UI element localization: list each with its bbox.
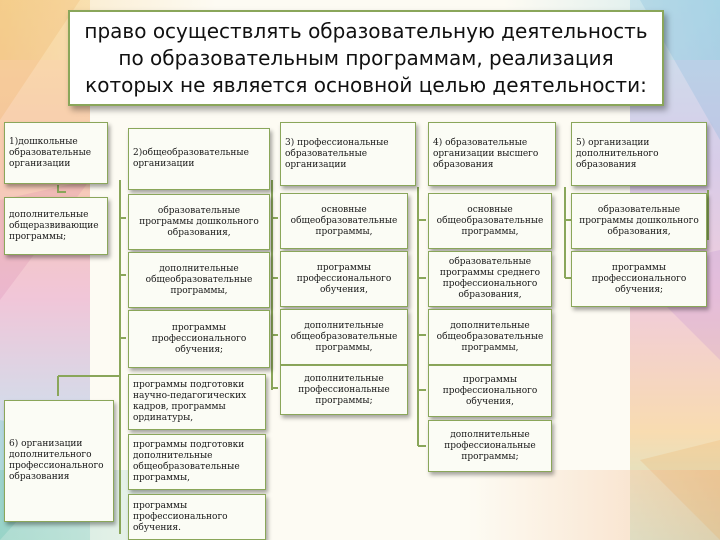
- column-4-program-4: программы профессионального обучения,: [428, 365, 552, 417]
- column-2-program-1: образовательные программы дошкольного образования,: [128, 194, 270, 250]
- column-3-program-1: основные общеобразовательные программы,: [280, 193, 408, 249]
- column-1-program-1: дополнительные общеразвивающие программы;: [4, 197, 108, 255]
- column-6-program-2: программы подготовки дополнительные общеобразовательные программы,: [128, 434, 266, 490]
- column-6-program-3: программы профессионального обучения.: [128, 494, 266, 540]
- column-4-program-5: дополнительные профессиональные программы;: [428, 420, 552, 472]
- column-3-program-2: программы профессионального обучения,: [280, 251, 408, 307]
- column-4-program-1: основные общеобразовательные программы,: [428, 193, 552, 249]
- column-2-program-2: дополнительные общеобразовательные программы,: [128, 252, 270, 308]
- column-2-header: 2)общеобразовательные организации: [128, 128, 270, 190]
- column-5-program-1: образовательные программы дошкольного образования,: [571, 193, 707, 249]
- column-3-header: 3) профессиональные образовательные организации: [280, 122, 416, 186]
- page-title: право осуществлять образовательную деятельность по образовательным программам, реализация которых не является основной целью деятельности:: [68, 10, 664, 106]
- column-6-program-1: программы подготовки научно-педагогических кадров, программы ординатуры,: [128, 374, 266, 430]
- column-2-program-3: программы профессионального обучения;: [128, 310, 270, 368]
- column-4-program-2: образовательные программы среднего профессионального образования,: [428, 251, 552, 307]
- column-4-header: 4) образовательные организации высшего образования: [428, 122, 556, 186]
- column-3-program-3: дополнительные общеобразовательные программы,: [280, 309, 408, 365]
- column-1-header: 1)дошкольные образовательные организации: [4, 122, 108, 184]
- column-5-header: 5) организации дополнительного образования: [571, 122, 707, 186]
- column-5-program-2: программы профессионального обучения;: [571, 251, 707, 307]
- column-4-program-3: дополнительные общеобразовательные программы,: [428, 309, 552, 365]
- column-3-program-4: дополнительные профессиональные программы;: [280, 365, 408, 415]
- column-6-header: 6) организации дополнительного профессионального образования: [4, 400, 114, 522]
